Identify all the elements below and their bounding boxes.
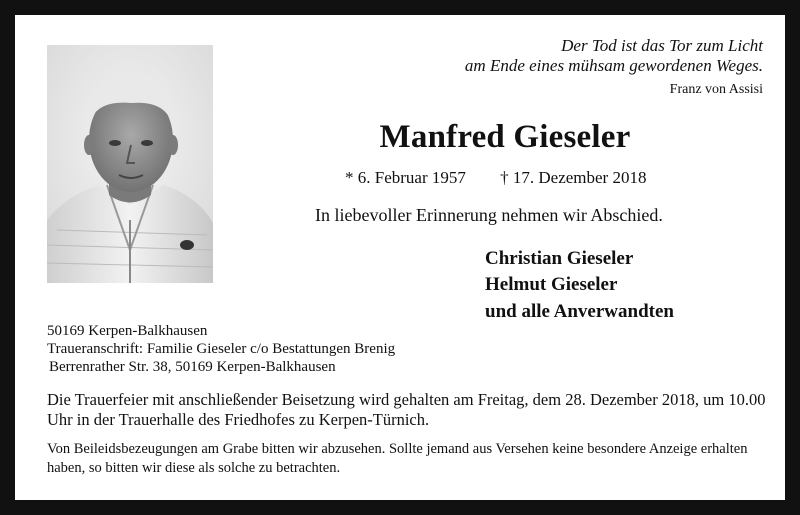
death-date: † 17. Dezember 2018 xyxy=(500,168,647,187)
quote-line-2: am Ende eines mühsam gewordenen Weges. xyxy=(464,56,763,75)
address-line: Berrenrather Str. 38, 50169 Kerpen-Balkhausen xyxy=(49,359,336,375)
portrait-image xyxy=(47,45,213,283)
mourner-name: Christian Gieseler xyxy=(485,248,634,269)
portrait-photo xyxy=(47,45,213,283)
mourner-name: und alle Anverwandten xyxy=(485,301,674,322)
birth-date: * 6. Februar 1957 xyxy=(345,168,466,187)
service-announcement: Die Trauerfeier mit anschließender Beisetzung wird gehalten am Freitag, dem 28. Dezember 2018, um 10.00 Uhr in der Trauerhalle des Friedhofes zu Kerpen-Türnich. xyxy=(47,390,766,429)
condolence-note: Von Beileidsbezeugungen am Grabe bitten wir abzusehen. Sollte jemand aus Versehen keine besondere Anzeige erhalten haben, so bitten wir diese als solche zu betrachten. xyxy=(47,441,748,476)
deceased-name: Manfred Gieseler xyxy=(379,119,631,155)
mourner-name: Helmut Gieseler xyxy=(485,274,618,295)
address-line: 50169 Kerpen-Balkhausen xyxy=(47,323,208,339)
quote-line-1: Der Tod ist das Tor zum Licht xyxy=(561,36,763,55)
address-line: Traueranschrift: Familie Gieseler c/o Bestattungen Brenig xyxy=(47,341,396,357)
quote-author: Franz von Assisi xyxy=(669,82,763,97)
farewell-line: In liebevoller Erinnerung nehmen wir Abschied. xyxy=(315,205,663,225)
life-dates xyxy=(345,168,646,188)
